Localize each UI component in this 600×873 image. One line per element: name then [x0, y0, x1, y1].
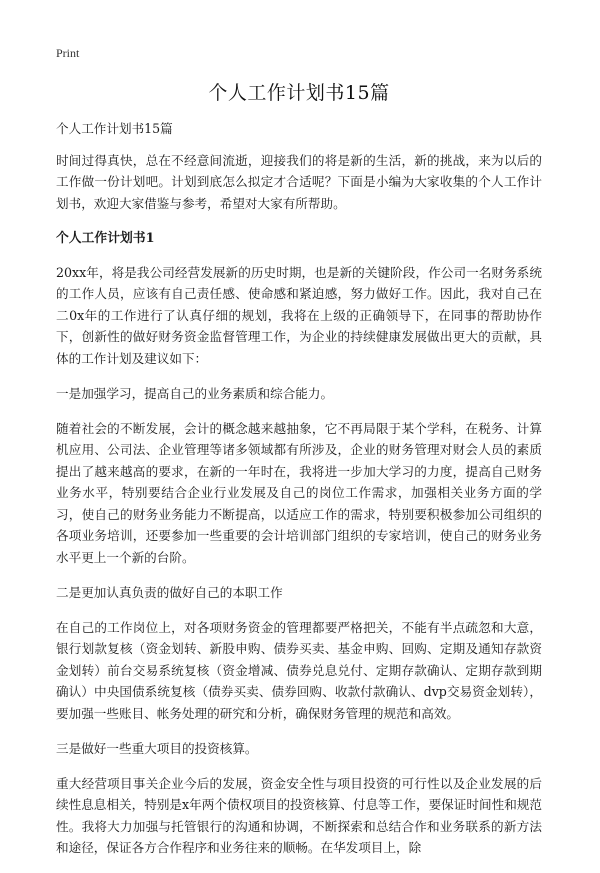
point-heading-1: 一是加强学习，提高自己的业务素质和综合能力。 — [56, 386, 334, 401]
print-link[interactable]: Print — [56, 46, 80, 60]
body-paragraph-1: 20xx年，将是我公司经营发展新的历史时期，也是新的关键阶段，作公司一名财务系统的工作人员，应该有自己责任感、使命感和紧迫感，努力做好工作。因此，我对自己在二0x年的工作进行了认真仔细的规划，我将在上级的正确领导下，在同事的帮助协作下，创新性的做好财务资金监督管理工作，为企业的持续健康发展做出更大的贡献，具体的工作计划及建议如下： — [56, 264, 542, 366]
document-title: 个人工作计划书15篇 — [208, 82, 390, 104]
document-subtitle: 个人工作计划书15篇 — [56, 121, 173, 136]
body-paragraph-2: 随着社会的不断发展，会计的概念越来越抽象，它不再局限于某个学科，在税务、计算机应用、公司法、企业管理等诸多领域都有所涉及，企业的财务管理对财会人员的素质提出了越来越高的要求，在新的一年时在，我将进一步加大学习的力度，提高自己财务业务水平，特别要结合企业行业发展及自己的岗位工作需求，加强相关业务方面的学习，使自己的财务业务能力不断提高，以适应工作的需求，特别要积极参加公司组织的各项业务培训，还要参加一些重要的会计培训部门组织的专家培训，使自己的财务业务水平更上一个新的台阶。 — [56, 420, 542, 565]
document-body — [56, 118, 542, 873]
body-paragraph-3: 在自己的工作岗位上，对各项财务资金的管理都要严格把关，不能有半点疏忽和大意，银行划款复核（资金划转、新股申购、债券买卖、基金申购、回购、定期及通知存款资金划转）前台交易系统复核（资金增减、债券兑息兑付、定期存款确认、定期存款到期确认）中央国债系统复核（债券买卖、债券回购、收款付款确认、dvp交易资金划转），要加强一些账目、帐务处理的研究和分析，确保财务管理的规范和高效。 — [56, 619, 542, 721]
section-heading: 个人工作计划书1 — [56, 231, 155, 246]
intro-paragraph: 时间过得真快，总在不经意间流逝，迎接我们的将是新的生活，新的挑战，来为以后的工作做一份计划吧。计划到底怎么拟定才合适呢？下面是小编为大家收集的个人工作计划书，欢迎大家借鉴与参考，希望对大家有所帮助。 — [56, 152, 542, 211]
body-paragraph-4: 重大经营项目事关企业今后的发展，资金安全性与项目投资的可行性以及企业发展的后续性息息相关，特别是x年两个债权项目的投资核算、付息等工作，要保证时间性和规范性。我将大力加强与托管银行的沟通和协调，不断探索和总结合作和业务联系的新方法和途径，保证各方合作程序和业务往来的顺畅。在华发项目上，除 — [56, 775, 542, 855]
point-heading-3: 三是做好一些重大项目的投资核算。 — [56, 741, 258, 756]
point-heading-2: 二是更加认真负责的做好自己的本职工作 — [56, 585, 283, 600]
